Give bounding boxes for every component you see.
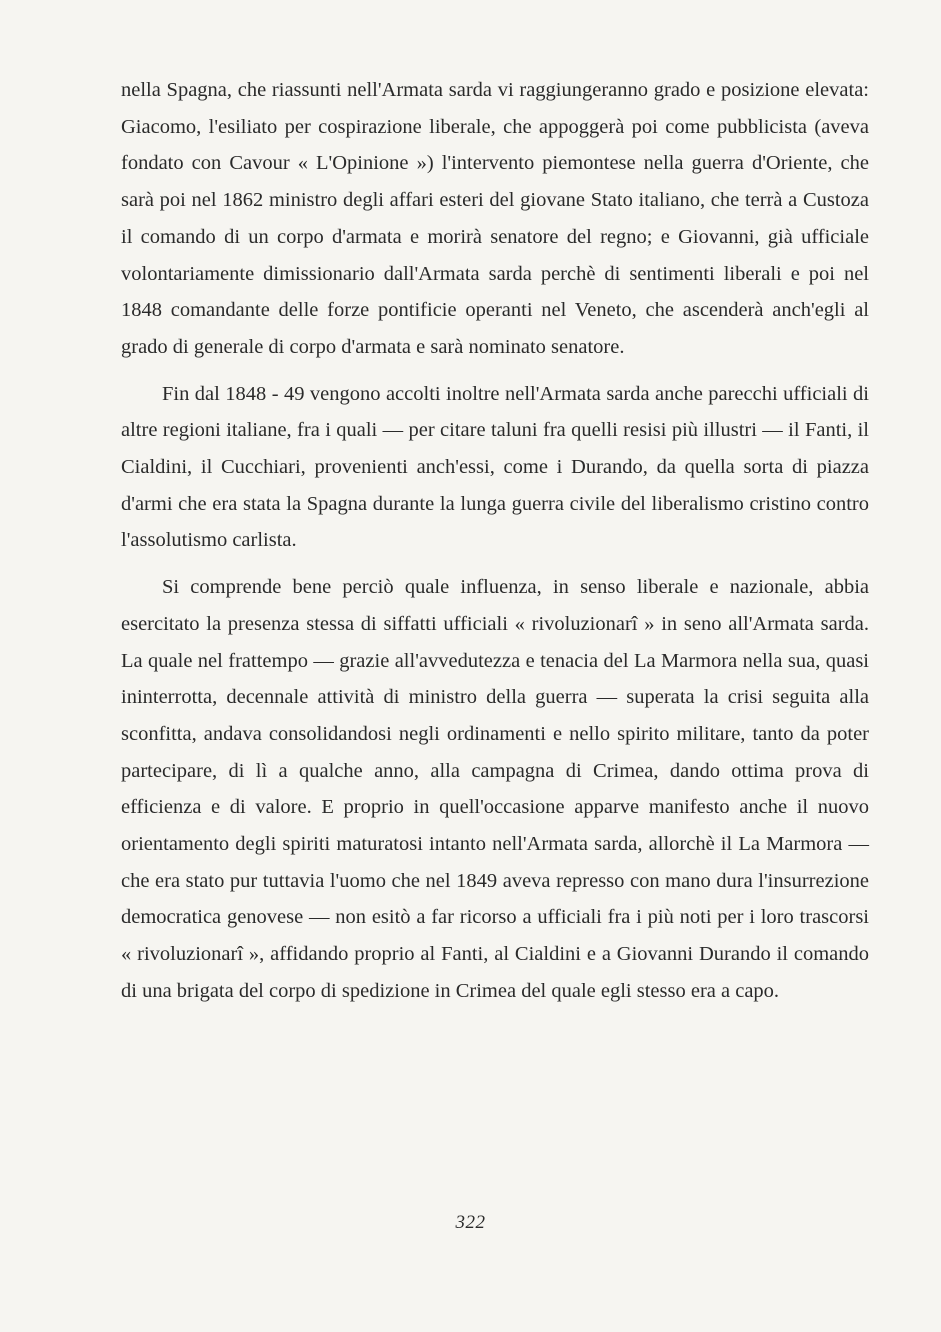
paragraph-continued: nella Spagna, che riassunti nell'Armata sarda vi raggiungeranno grado e posizione elevata: Giacomo, l'esiliato per cospirazione liberale, che appoggerà poi come pubblicista (aveva fondato con Cavour « L'Opinione ») l'intervento piemontese nella guerra d'Oriente, che sarà poi nel 1862 ministro degli affari esteri del giovane Stato italiano, che terrà a Custoza il comando di un corpo d'armata e morirà senatore del regno; e Giovanni, già ufficiale volontariamente dimissionario dall'Armata sarda perchè di sentimenti liberali e poi nel 1848 comandante delle forze pontificie operanti nel Veneto, che ascenderà anch'egli al grado di generale di corpo d'armata e sarà nominato senatore. bbox=[121, 79, 869, 358]
paragraph: Si comprende bene perciò quale influenza, in senso liberale e nazionale, abbia esercitato la presenza stessa di siffatti ufficiali « rivoluzionarî » in seno all'Armata sarda. La quale nel frattempo — grazie all'avvedutezza e tenacia del La Marmora nella sua, quasi ininterrotta, decennale attività di ministro della guerra — superata la crisi seguita alla sconfitta, andava consolidandosi negli ordinamenti e nello spirito militare, tanto da poter partecipare, di lì a qualche anno, alla campagna di Crimea, dando ottima prova di efficienza e di valore. E proprio in quell'occasione apparve manifesto anche il nuovo orientamento degli spiriti maturatosi intanto nell'Armata sarda, allorchè il La Marmora — che era stato pur tuttavia l'uomo che nel 1849 aveva represso con mano dura l'insurrezione democratica genovese — non esitò a far ricorso a ufficiali fra i più noti per i loro trascorsi « rivoluzionarî », affidando proprio al Fanti, al Cialdini e a Giovanni Durando il comando di una brigata del corpo di spedizione in Crimea del quale egli stesso era a capo. bbox=[121, 576, 869, 1002]
page-number: 322 bbox=[455, 1212, 486, 1233]
body-text bbox=[121, 72, 869, 1020]
paragraph: Fin dal 1848 - 49 vengono accolti inoltre nell'Armata sarda anche parecchi ufficiali di altre regioni italiane, fra i quali — per citare taluni fra quelli resisi più illustri — il Fanti, il Cialdini, il Cucchiari, provenienti anch'essi, come i Durando, da quella sorta di piazza d'armi che era stata la Spagna durante la lunga guerra civile del liberalismo cristino contro l'assolutismo carlista. bbox=[121, 382, 869, 552]
